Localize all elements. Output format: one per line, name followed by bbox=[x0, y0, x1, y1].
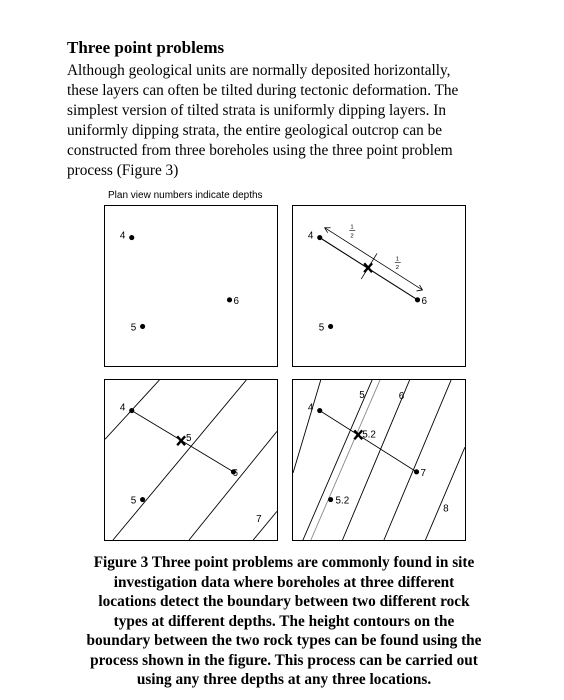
borehole-5-2-dot bbox=[328, 497, 333, 502]
borehole-4-label: 4 bbox=[307, 402, 314, 414]
intro-paragraph bbox=[67, 61, 507, 181]
fraction-numerator: 1 bbox=[350, 224, 354, 231]
contour-label-5: 5 bbox=[359, 389, 365, 401]
fraction-denominator: 2 bbox=[350, 233, 354, 240]
panel-midpoint bbox=[292, 205, 466, 367]
caption-line: using any three depths at any three locations. bbox=[136, 671, 432, 688]
contour-line-8 bbox=[425, 447, 465, 540]
borehole-5-label: 5 bbox=[130, 322, 137, 334]
contour-line-6 bbox=[189, 431, 277, 540]
panel-boreholes bbox=[104, 205, 278, 367]
midpoint-cross-icon bbox=[354, 430, 362, 439]
borehole-5-dot bbox=[140, 324, 145, 329]
intro-line: uniformly dipping strata, the entire geological outcrop can be bbox=[67, 122, 443, 139]
caption-line: process shown in the figure. This process can be carried out bbox=[90, 651, 478, 669]
contour-line-5-2 bbox=[311, 380, 380, 540]
figure-caption bbox=[60, 553, 508, 690]
borehole-5-label: 5 bbox=[318, 322, 325, 334]
midpoint-cross-icon bbox=[364, 263, 372, 272]
midpoint-label: 5 bbox=[186, 433, 192, 445]
intro-line: these layers can often be tilted during tectonic deformation. The bbox=[67, 82, 459, 99]
borehole-4-dot bbox=[317, 235, 322, 240]
borehole-4-label: 4 bbox=[119, 402, 126, 414]
caption-line: boundary between the two rock types can be found using the bbox=[86, 632, 482, 649]
contour-line-7 bbox=[384, 380, 451, 540]
panel-boreholes-svg bbox=[105, 206, 277, 366]
borehole-5-dot bbox=[328, 324, 333, 329]
panel-midpoint-svg bbox=[293, 206, 465, 366]
borehole-5-2-label: 5.2 bbox=[335, 495, 350, 507]
panel-contours bbox=[104, 379, 278, 541]
midpoint-cross-icon bbox=[177, 436, 185, 445]
borehole-6-label: 6 bbox=[233, 295, 239, 307]
borehole-4-dot bbox=[129, 235, 134, 240]
borehole-6-dot bbox=[227, 297, 232, 302]
borehole-6-label: 6 bbox=[421, 295, 427, 307]
panel-interpolated bbox=[292, 379, 466, 541]
intro-line: constructed from three boreholes using the three point problem bbox=[67, 142, 453, 159]
contour-line-5 bbox=[113, 380, 246, 540]
borehole-4-label: 4 bbox=[119, 230, 126, 242]
intro-line: process (Figure 3) bbox=[67, 162, 179, 179]
fraction-numerator: 1 bbox=[395, 256, 400, 263]
borehole-4-dot bbox=[129, 408, 134, 413]
contour-line-6 bbox=[342, 380, 409, 540]
intro-line: simplest version of tilted strata is uniformly dipping layers. In bbox=[67, 102, 446, 119]
borehole-7-dot bbox=[414, 469, 419, 474]
contour-label-8: 8 bbox=[443, 503, 449, 515]
borehole-5-dot bbox=[140, 497, 145, 502]
line-4-to-7 bbox=[320, 411, 417, 472]
contour-label-7: 7 bbox=[256, 514, 262, 526]
borehole-5-label: 5 bbox=[130, 495, 137, 507]
panel-interpolated-svg bbox=[293, 380, 465, 540]
figure-header: Plan view numbers indicate depths bbox=[108, 190, 263, 201]
borehole-6-label: 6 bbox=[232, 467, 238, 479]
caption-line: locations detect the boundary between two different rock bbox=[98, 593, 470, 610]
section-title: Three point problems bbox=[67, 38, 225, 57]
contour-label-6: 6 bbox=[398, 390, 405, 402]
caption-line: investigation data where boreholes at three different bbox=[113, 573, 455, 591]
borehole-4-label: 4 bbox=[307, 230, 314, 242]
midpoint-label: 5.2 bbox=[362, 429, 376, 441]
borehole-7-label: 7 bbox=[420, 467, 426, 479]
caption-line: types at different depths. The height contours on the bbox=[113, 612, 455, 630]
borehole-6-dot bbox=[415, 297, 420, 302]
half-arrow-head-left bbox=[325, 228, 331, 233]
contour-line-4 bbox=[293, 380, 321, 473]
intro-line: Although geological units are normally deposited horizontally, bbox=[67, 62, 451, 79]
panel-contours-svg bbox=[105, 380, 277, 540]
caption-line: Figure 3 Three point problems are commonly found in site bbox=[93, 554, 475, 571]
borehole-4-dot bbox=[317, 408, 322, 413]
fraction-denominator: 2 bbox=[395, 265, 400, 272]
